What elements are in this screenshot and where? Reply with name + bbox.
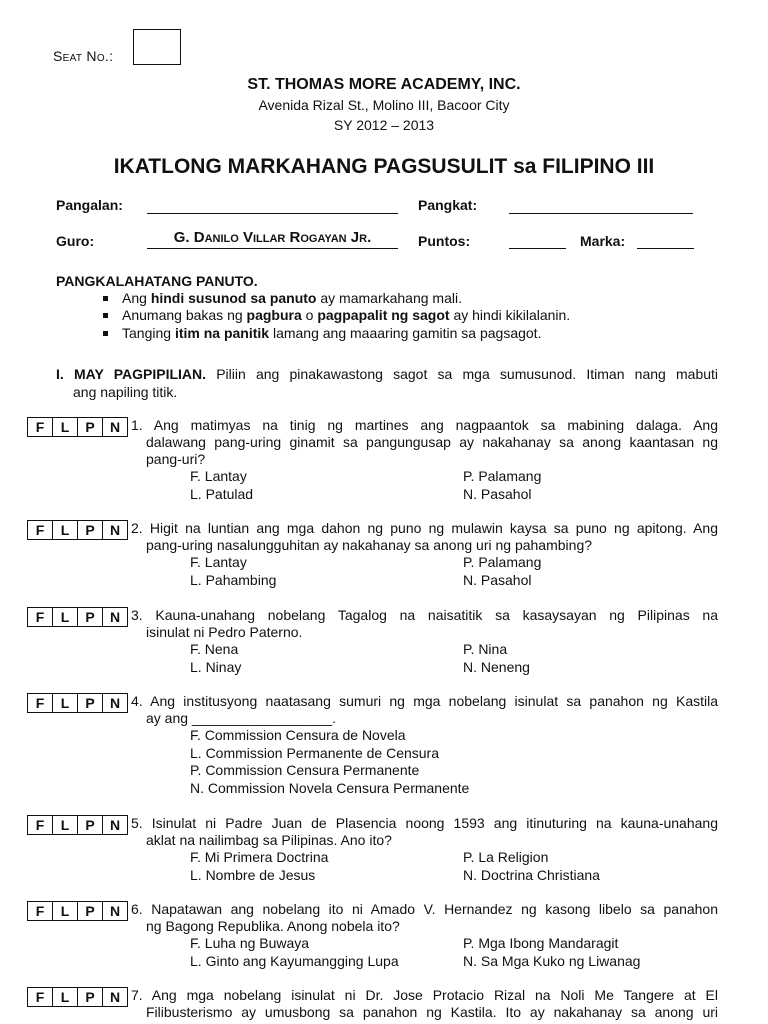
grade-field[interactable] [637, 232, 694, 249]
question-text: 1. Ang matimyas na tinig ng martines ang nagpaantok sa mabining dalaga. Ang [131, 417, 718, 433]
school-address: Avenida Rizal St., Molino III, Bacoor City [258, 97, 510, 113]
question-text: 6. Napatawan ang nobelang ito ni Amado V. Hernandez ng kasong libelo sa panahon [131, 901, 718, 917]
text: ay mamarkahang mali. [316, 290, 462, 306]
answer-option-l[interactable]: L [53, 816, 78, 834]
seat-number-label: Seat No.: [53, 48, 114, 64]
text: ay hindi kikilalanin. [449, 307, 571, 323]
choice-n: N. Doctrina Christiana [463, 866, 600, 883]
choice-f: F. Nena [190, 641, 239, 657]
choice-n: N. Pasahol [463, 571, 532, 588]
answer-box [27, 901, 128, 921]
answer-option-f[interactable]: F [28, 902, 53, 920]
answer-box [27, 520, 128, 540]
choice-p: P. La Religion [463, 849, 549, 865]
answer-option-n[interactable]: N [109, 903, 121, 919]
answer-option-f[interactable]: F [28, 418, 53, 436]
answer-option-l[interactable]: L [53, 988, 78, 1006]
choice-l: L. Nombre de Jesus [190, 866, 316, 883]
bold-text: pagbura [246, 307, 302, 323]
choice-l: L. Ginto ang Kayumangging Lupa [190, 952, 399, 969]
answer-option-n[interactable]: N [109, 989, 121, 1005]
bold-text: itim na panitik [174, 325, 270, 341]
answer-option-p[interactable]: P [78, 418, 103, 436]
choice-f: F. Lantay [190, 468, 247, 484]
section-1-heading: I. MAY PAGPIPILIAN. [56, 366, 207, 382]
question-text-cont: ng Bagong Republika. Anong nobela ito? [146, 918, 400, 934]
choice-f: F. Commission Censura de Novela [190, 727, 406, 743]
text: Anumang bakas ng [122, 307, 247, 323]
question-text: 2. Higit na luntian ang mga dahon ng puno ng mulawin kaysa sa puno ng apitong. Ang [131, 520, 718, 536]
section-1-text-cont: ang napiling titik. [73, 384, 178, 400]
text: o [301, 307, 318, 323]
school-year: SY 2012 – 2013 [333, 117, 435, 133]
choice-l: L. Commission Permanente de Censura [190, 744, 440, 761]
answer-option-l[interactable]: L [53, 694, 78, 712]
answer-option-l[interactable]: L [53, 608, 78, 626]
choice-n: N. Sa Mga Kuko ng Liwanag [463, 952, 641, 969]
section-1-instructions [56, 365, 718, 401]
answer-box [27, 815, 128, 835]
teacher-field: G. Danilo Villar Rogayan Jr. [147, 230, 398, 249]
bold-text: hindi susunod sa panuto [150, 290, 317, 306]
question-text-cont: isinulat ni Pedro Paterno. [146, 624, 303, 640]
section-label: Pangkat: [418, 197, 478, 213]
choice-l: L. Pahambing [190, 571, 277, 588]
answer-option-n[interactable]: N [109, 817, 121, 833]
question-text: 3. Kauna-unahang nobelang Tagalog na naisatitik sa kasaysayan ng Pilipinas na [131, 607, 718, 623]
instructions-heading: PANGKALAHATANG PANUTO. [56, 273, 258, 289]
answer-box [27, 417, 128, 437]
answer-option-n[interactable]: N [109, 522, 121, 538]
question-text: 7. Ang mga nobelang isinulat ni Dr. Jose Protacio Rizal na Noli Me Tangere at El [131, 987, 718, 1003]
name-field[interactable] [147, 197, 398, 214]
answer-option-n[interactable]: N [109, 609, 121, 625]
text: Ang [122, 290, 151, 306]
exam-title: IKATLONG MARKAHANG PAGSUSULIT sa FILIPINO III [113, 155, 655, 178]
question-text-cont: aklat na nailimbag sa Pilipinas. Ano ito? [146, 832, 392, 848]
school-name: ST. THOMAS MORE ACADEMY, INC. [247, 76, 521, 93]
question-text-cont: dalawang pang-uring ginamit sa pangungusap ay nakahanay sa anong kaantasan ng [146, 434, 718, 450]
instruction-item [103, 290, 462, 306]
section-1-text: Piliin ang pinakawastong sagot sa mga sumusunod. Itiman nang mabuti [216, 366, 719, 382]
answer-option-l[interactable]: L [53, 902, 78, 920]
choice-n: N. Pasahol [463, 485, 532, 502]
answer-box [27, 607, 128, 627]
answer-option-l[interactable]: L [53, 418, 78, 436]
answer-option-p[interactable]: P [78, 816, 103, 834]
points-label: Puntos: [418, 233, 471, 249]
text: Tanging [122, 325, 175, 341]
seat-number-box[interactable] [133, 29, 181, 65]
text: lamang ang maaaring gamitin sa pagsagot. [269, 325, 542, 341]
bullet-icon [103, 331, 108, 336]
grade-label: Marka: [580, 233, 626, 249]
choice-p: P. Palamang [463, 554, 542, 570]
answer-option-p[interactable]: P [78, 694, 103, 712]
teacher-label: Guro: [56, 233, 95, 249]
choice-p: P. Nina [463, 641, 508, 657]
answer-option-p[interactable]: P [78, 988, 103, 1006]
bullet-icon [103, 296, 108, 301]
bullet-icon [103, 313, 108, 318]
choice-f: F. Mi Primera Doctrina [190, 849, 329, 865]
instruction-item [103, 307, 570, 323]
choice-n: N. Commission Novela Censura Permanente [190, 779, 470, 796]
choice-f: F. Luha ng Buwaya [190, 935, 310, 951]
answer-option-l[interactable]: L [53, 521, 78, 539]
bold-text: pagpapalit ng sagot [317, 307, 450, 323]
answer-option-f[interactable]: F [28, 521, 53, 539]
answer-option-n[interactable]: N [109, 695, 121, 711]
answer-box [27, 693, 128, 713]
answer-option-p[interactable]: P [78, 902, 103, 920]
instruction-item [103, 325, 541, 341]
question-text-cont: ay ang __________________. [146, 710, 336, 726]
answer-box [27, 987, 128, 1007]
choice-f: F. Lantay [190, 554, 247, 570]
question-text-cont: pang-uri? [146, 451, 206, 467]
choice-p: P. Palamang [463, 468, 542, 484]
points-field[interactable] [509, 232, 566, 249]
choice-p: P. Mga Ibong Mandaragit [463, 935, 619, 951]
choice-n: N. Neneng [463, 658, 530, 675]
choice-p: P. Commission Censura Permanente [190, 762, 420, 778]
question-text: 4. Ang institusyong naatasang sumuri ng mga nobelang isinulat sa panahon ng Kastila [131, 693, 718, 709]
answer-option-n[interactable]: N [109, 419, 121, 435]
answer-option-p[interactable]: P [78, 521, 103, 539]
answer-option-f[interactable]: F [28, 816, 53, 834]
question-text: 5. Isinulat ni Padre Juan de Plasencia noong 1593 ang itinuturing na kauna-unahang [131, 815, 718, 831]
question-text-cont: pang-uring nasalungguhitan ay nakahanay sa anong uri ng pahambing? [146, 537, 593, 553]
answer-option-f[interactable]: F [28, 608, 53, 626]
name-label: Pangalan: [56, 197, 123, 213]
answer-option-f[interactable]: F [28, 694, 53, 712]
choice-l: L. Ninay [190, 658, 242, 675]
answer-option-p[interactable]: P [78, 608, 103, 626]
choice-l: L. Patulad [190, 485, 254, 502]
section-field[interactable] [509, 197, 693, 214]
question-text-cont: Filibusterismo ay umusbong sa panahon ng Kastila. Ito ay nakahanay sa anong uri [146, 1004, 718, 1020]
answer-option-f[interactable]: F [28, 988, 53, 1006]
